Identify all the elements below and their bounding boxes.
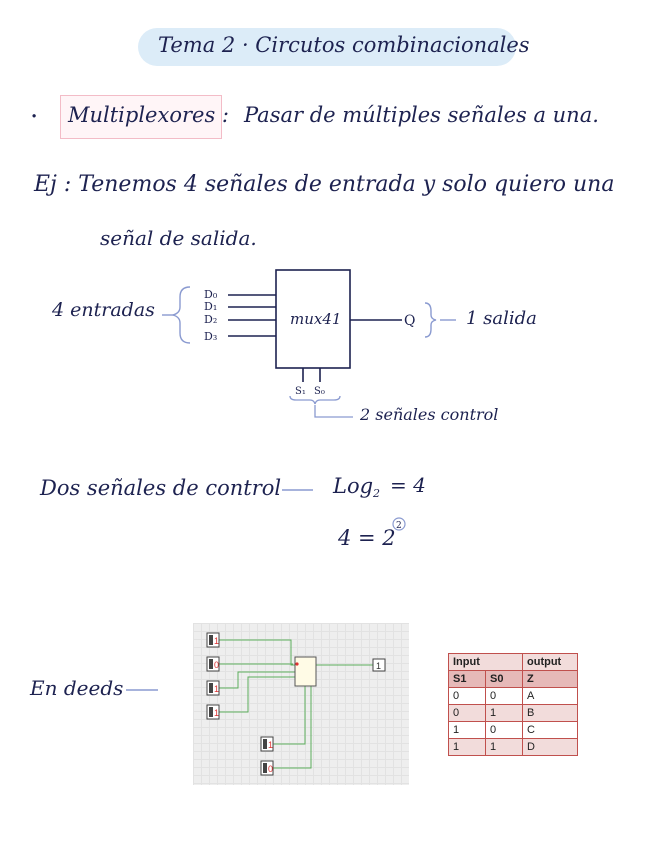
input-label-d1: D₁ xyxy=(204,300,218,313)
mux-block-label: mux41 xyxy=(290,310,342,328)
deeds-label: En deeds xyxy=(30,676,124,700)
log-rhs: = 4 xyxy=(390,473,426,497)
control-label-s0: S₀ xyxy=(314,386,325,397)
cell: 0 xyxy=(449,688,486,705)
deeds-circuit-image xyxy=(193,623,409,785)
deeds-circuit xyxy=(193,623,409,785)
cell: 1 xyxy=(486,739,523,756)
deeds-select-inputs xyxy=(261,737,273,775)
input-label-d0: D₀ xyxy=(204,288,218,301)
switch-in1-value: 0 xyxy=(214,660,220,670)
example-line-1: Ej : Tenemos 4 señales de entrada y solo quiero una xyxy=(34,172,615,197)
term-multiplexores: Multiplexores : xyxy=(68,103,229,127)
input-label-d2: D₂ xyxy=(204,313,218,326)
switch-in3-value: 1 xyxy=(214,708,220,718)
cell: A xyxy=(523,688,578,705)
header-input: Input xyxy=(449,654,523,671)
control-label: 2 señales control xyxy=(360,405,499,424)
output-label: 1 salida xyxy=(466,308,537,329)
control-brace xyxy=(290,396,340,404)
log-text: Log xyxy=(333,474,374,498)
bullet: · xyxy=(30,102,39,132)
table-header-row xyxy=(449,654,578,671)
cell: B xyxy=(523,705,578,722)
control-signals-text: Dos señales de control xyxy=(40,476,282,500)
switch-in2-value: 1 xyxy=(214,684,220,694)
wire-in3 xyxy=(219,677,296,712)
wire-in2 xyxy=(219,672,295,688)
wire-sel1 xyxy=(273,686,305,744)
control-arrow xyxy=(315,405,353,417)
log-base: 2 xyxy=(373,487,380,500)
cell: 0 xyxy=(486,722,523,739)
switch-sel1-value: 1 xyxy=(268,740,274,750)
pow-exponent: 2 xyxy=(396,521,402,531)
term-definition: Pasar de múltiples señales a una. xyxy=(244,103,599,127)
table-row xyxy=(449,705,578,722)
deeds-mux-component xyxy=(295,657,316,686)
subheader-s1: S1 xyxy=(449,671,486,688)
cell: 1 xyxy=(449,722,486,739)
subheader-z: Z xyxy=(523,671,578,688)
example-line-2: señal de salida. xyxy=(100,226,257,250)
table-subheader-row xyxy=(449,671,578,688)
deeds-output-value: 1 xyxy=(376,661,382,671)
output-label-q: Q xyxy=(404,313,416,329)
truth-table xyxy=(448,653,578,756)
table-row xyxy=(449,688,578,705)
cell: D xyxy=(523,739,578,756)
cell: 1 xyxy=(486,705,523,722)
header-output: output xyxy=(523,654,578,671)
control-label-s1: S₁ xyxy=(295,386,306,397)
input-label-d3: D₃ xyxy=(204,330,218,343)
page-title: Tema 2 · Circutos combinacionales xyxy=(158,33,530,57)
subheader-s0: S0 xyxy=(486,671,523,688)
cell: 0 xyxy=(486,688,523,705)
switch-sel0-value: 0 xyxy=(268,764,274,774)
output-brace xyxy=(425,303,436,337)
cell: 0 xyxy=(449,705,486,722)
cell: C xyxy=(523,722,578,739)
inputs-brace xyxy=(173,287,190,343)
power-text: 4 = 2 xyxy=(338,526,396,550)
table-row xyxy=(449,739,578,756)
table-row xyxy=(449,722,578,739)
wire-in0 xyxy=(219,640,296,665)
inputs-label: 4 entradas xyxy=(52,299,155,321)
cell: 1 xyxy=(449,739,486,756)
deeds-data-inputs xyxy=(207,633,219,719)
switch-in0-value: 1 xyxy=(214,636,220,646)
